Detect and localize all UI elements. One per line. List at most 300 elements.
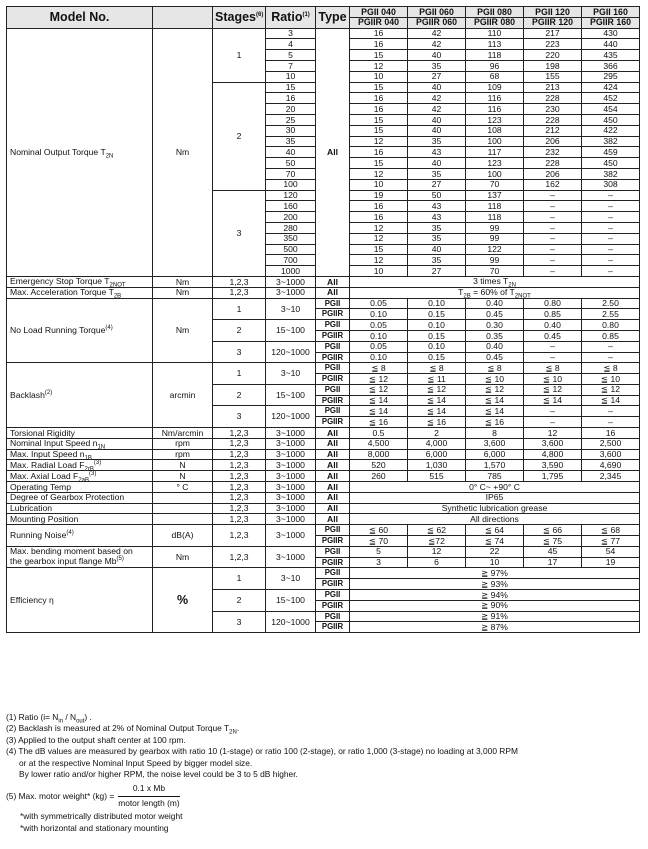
no-load-torque-value: – [582,341,640,352]
torque-value: 109 [466,82,524,93]
spec-row [7,449,640,460]
ratio-cell: 16 [266,93,316,104]
no-load-torque-value: 0.10 [408,341,466,352]
type-pgii: PGII [316,611,350,622]
torque-value: 228 [524,93,582,104]
header-ratio: Ratio$^{(1)}$ [266,7,316,29]
spec-value: 3,590 [524,460,582,471]
torque-value: 10 [350,71,408,82]
header-model-pgiir: PGIIR 160 [582,17,640,28]
type-pgii: PGII [316,341,350,352]
ratio-cell: 10 [266,71,316,82]
torque-value: – [582,255,640,266]
header-type: Type [316,7,350,29]
unit-cell: N [153,471,213,482]
spec-value: Synthetic lubrication grease [350,503,640,514]
torque-value: – [582,222,640,233]
torque-value: 12 [350,168,408,179]
spec-value: 1,795 [524,471,582,482]
note-5-formula [6,783,642,809]
ratio-cell: 50 [266,158,316,169]
no-load-torque-value: 0.15 [408,352,466,363]
torque-value: 123 [466,158,524,169]
stage-cell: 2 [213,82,266,190]
torque-value: 16 [350,104,408,115]
bending-moment-value: 22 [466,546,524,557]
ratio-cell: 3~1000 [266,492,316,503]
torque-value: 459 [582,147,640,158]
torque-value: 99 [466,233,524,244]
backlash-value: – [524,406,582,417]
running-noise-value: ≦ 60 [350,525,408,536]
ratio-cell: 3~1000 [266,276,316,287]
no-load-torque-value: 0.40 [524,320,582,331]
bending-moment-value: 5 [350,546,408,557]
spec-value: 1,030 [408,460,466,471]
spec-row [7,482,640,493]
spec-value: 4,000 [408,438,466,449]
unit-cell [153,492,213,503]
stage-cell: 1,2,3 [213,449,266,460]
torque-value: – [524,222,582,233]
no-load-torque-value: 0.45 [524,330,582,341]
bending-moment-row [7,546,640,557]
backlash-value: ≦ 10 [466,374,524,385]
spacer-cell [153,7,213,29]
unit-nm: Nm [153,287,213,298]
type-pgiir: PGIIR [316,374,350,385]
stage-cell: 2 [213,590,266,612]
spec-value: 6,000 [466,449,524,460]
torque-value: 35 [408,168,466,179]
backlash-value: ≦ 8 [350,363,408,374]
footnotes [6,712,642,834]
header-model-pgii: PGII 120 [524,7,582,18]
ratio-cell: 3~1000 [266,438,316,449]
torque-value: 435 [582,50,640,61]
bending-moment-value: 17 [524,557,582,568]
backlash-value: ≦ 10 [582,374,640,385]
spec-row [7,492,640,503]
spec-value: 785 [466,471,524,482]
torque-value: 230 [524,104,582,115]
torque-value: 110 [466,28,524,39]
emergency-stop-value: 3 times $T_{2N}$ [350,276,640,287]
spec-value: 3,600 [582,449,640,460]
ratio-cell: 70 [266,168,316,179]
header-model-pgii: PGII 080 [466,7,524,18]
torque-value: 113 [466,39,524,50]
stage-cell: 1 [213,363,266,385]
torque-value: 35 [408,222,466,233]
spec-value: 12 [524,428,582,439]
spec-label: Degree of Gearbox Protection [7,492,153,503]
ratio-cell: 3~1000 [266,471,316,482]
no-load-torque-value: 0.40 [466,341,524,352]
spec-value: 515 [408,471,466,482]
backlash-value: – [524,417,582,428]
ratio-cell: 3~1000 [266,482,316,493]
torque-value: 430 [582,28,640,39]
type-pgiir: PGIIR [316,600,350,611]
torque-value: 15 [350,244,408,255]
backlash-value: ≦ 16 [466,417,524,428]
torque-value: 382 [582,136,640,147]
efficiency-value: ≧ 97% [350,568,640,579]
ratio-cell: 3~1000 [266,460,316,471]
spec-label: Max. Radial Load $F_{2rB}^{(3)}$ [7,460,153,471]
torque-value: 217 [524,28,582,39]
backlash-value: ≦ 12 [524,384,582,395]
efficiency-value: ≧ 94% [350,590,640,601]
spec-value: 0° C~ +90° C [350,482,640,493]
torque-value: – [582,212,640,223]
type-all: All [316,514,350,525]
spec-value: 16 [582,428,640,439]
ratio-cell: 3~1000 [266,428,316,439]
emergency-stop-row [7,276,640,287]
torque-value: 232 [524,147,582,158]
ratio-cell: 7 [266,60,316,71]
ratio-cell: 3~1000 [266,546,316,568]
note-2: (2) Backlash is measured at 2% of Nominal Output Torque $T_{2N}$. [6,723,240,737]
type-pgii: PGII [316,298,350,309]
torque-value: 100 [466,168,524,179]
spec-value: 3,600 [466,438,524,449]
torque-value: – [524,201,582,212]
torque-value: – [582,244,640,255]
no-load-torque-value: 0.10 [408,298,466,309]
ratio-cell: 15 [266,82,316,93]
torque-value: 118 [466,50,524,61]
unit-cell: Nm/arcmin [153,428,213,439]
backlash-value: ≦ 8 [582,363,640,374]
stage-cell: 3 [213,611,266,633]
type-all: All [316,428,350,439]
backlash-row [7,363,640,374]
spec-value: All directions [350,514,640,525]
fraction-denominator: motor length (m) [118,797,180,808]
type-all: All [316,438,350,449]
torque-value: 35 [408,255,466,266]
stage-cell: 3 [213,341,266,363]
bending-moment-value: 45 [524,546,582,557]
backlash-value: ≦ 11 [408,374,466,385]
ratio-cell: 1000 [266,266,316,277]
no-load-torque-value: 0.10 [350,309,408,320]
label-emergency-stop-torque: Emergency Stop Torque $T_{2NOT}$ [7,276,153,287]
torque-value: 118 [466,212,524,223]
torque-value: 228 [524,158,582,169]
spec-label: Nominal Input Speed $n_{1N}$ [7,438,153,449]
backlash-value: ≦ 12 [466,384,524,395]
torque-value: 116 [466,93,524,104]
bending-moment-value: 54 [582,546,640,557]
torque-value: – [582,190,640,201]
torque-value: 35 [408,233,466,244]
spec-value: 2,345 [582,471,640,482]
header-model-pgiir: PGIIR 080 [466,17,524,28]
type-pgii: PGII [316,384,350,395]
no-load-torque-value: 0.30 [466,320,524,331]
type-all: All [316,482,350,493]
stage-cell: 1 [213,28,266,82]
running-noise-value: ≦ 66 [524,525,582,536]
type-pgii: PGII [316,546,350,557]
stage-cell: 1,2,3 [213,471,266,482]
ratio-cell: 20 [266,104,316,115]
ratio-cell: 3~1000 [266,449,316,460]
spec-value: 3,600 [524,438,582,449]
type-all: All [316,460,350,471]
gearbox-spec-table [6,6,640,633]
spec-value: 0.5 [350,428,408,439]
spec-value: 260 [350,471,408,482]
torque-value: 35 [408,136,466,147]
running-noise-row [7,525,640,536]
bending-moment-value: 10 [466,557,524,568]
label-no-load-running-torque: No Load Running Torque$^{(4)}$ [7,298,153,363]
ratio-cell: 40 [266,147,316,158]
running-noise-value: ≦ 75 [524,536,582,547]
note-5-condition-1: *with symmetrically distributed motor weight [20,811,183,822]
unit-cell: dB(A) [153,525,213,547]
no-load-torque-value: 0.45 [466,352,524,363]
no-load-torque-value: 0.80 [582,320,640,331]
label-backlash: Backlash$^{(2)}$ [7,363,153,428]
ratio-cell: 3~1000 [266,287,316,298]
label-max-acceleration-torque: Max. Acceleration Torque $T_{2B}$ [7,287,153,298]
torque-value: 99 [466,222,524,233]
torque-value: 16 [350,212,408,223]
spec-label: Max. Axial Load $F_{2aB}^{(3)}$ [7,471,153,482]
torque-value: 15 [350,82,408,93]
torque-value: 155 [524,71,582,82]
torque-value: – [524,190,582,201]
type-pgiir: PGIIR [316,536,350,547]
header-model-pgii: PGII 060 [408,7,466,18]
spec-label: Lubrication [7,503,153,514]
spec-row [7,460,640,471]
spec-label: Max. Input Speed $n_{1B}$ [7,449,153,460]
torque-value: 228 [524,114,582,125]
backlash-value: ≦ 14 [408,395,466,406]
torque-value: 40 [408,50,466,61]
type-all: All [316,449,350,460]
no-load-torque-row [7,298,640,309]
ratio-cell: 5 [266,50,316,61]
no-load-torque-value: 0.45 [466,309,524,320]
spec-label: Torsional Rigidity [7,428,153,439]
torque-value: – [524,233,582,244]
torque-value: 295 [582,71,640,82]
spec-value: 2 [408,428,466,439]
backlash-value: ≦ 12 [408,384,466,395]
torque-value: 19 [350,190,408,201]
torque-value: 12 [350,136,408,147]
ratio-cell: 160 [266,201,316,212]
unit-cell: rpm [153,438,213,449]
header-model-pgii: PGII 160 [582,7,640,18]
note-1: (1) Ratio $(i= N_{in} / N_{out})$ . [6,712,92,725]
backlash-value: ≦ 10 [524,374,582,385]
torque-value: 382 [582,168,640,179]
torque-value: 308 [582,179,640,190]
type-all: All [316,287,350,298]
unit-cell: ° C [153,482,213,493]
unit-nm: Nm [153,276,213,287]
ratio-cell: 200 [266,212,316,223]
type-pgiir: PGIIR [316,622,350,633]
ratio-cell: 120 [266,190,316,201]
ratio-cell: 15~100 [266,590,316,612]
torque-value: 212 [524,125,582,136]
torque-value: 452 [582,93,640,104]
ratio-cell: 280 [266,222,316,233]
torque-value: 366 [582,60,640,71]
no-load-torque-value: 0.80 [524,298,582,309]
bending-moment-value: 19 [582,557,640,568]
no-load-torque-value: 0.35 [466,330,524,341]
torque-value: 108 [466,125,524,136]
torque-value: 40 [408,158,466,169]
running-noise-value: ≦ 70 [350,536,408,547]
backlash-value: ≦ 14 [408,406,466,417]
ratio-cell: 120~1000 [266,611,316,633]
torque-value: 10 [350,266,408,277]
no-load-torque-value: 0.15 [408,330,466,341]
stage-cell: 1,2,3 [213,438,266,449]
unit-cell: arcmin [153,363,213,428]
torque-value: 12 [350,255,408,266]
type-all: All [316,276,350,287]
torque-value: 42 [408,39,466,50]
no-load-torque-value: 0.05 [350,298,408,309]
no-load-torque-value: 0.05 [350,320,408,331]
backlash-value: ≦ 14 [524,395,582,406]
efficiency-row [7,568,640,579]
backlash-value: ≦ 14 [350,395,408,406]
type-pgiir: PGIIR [316,395,350,406]
no-load-torque-value: 0.40 [466,298,524,309]
torque-value: 40 [408,114,466,125]
spec-value: 4,800 [524,449,582,460]
type-pgii: PGII [316,406,350,417]
running-noise-value: ≦ 68 [582,525,640,536]
torque-value: 40 [408,125,466,136]
type-all: All [316,28,350,276]
unit-nm: Nm [153,28,213,276]
header-stages: Stages$^{(6)}$ [213,7,266,29]
type-pgii: PGII [316,363,350,374]
torque-value: 27 [408,266,466,277]
unit-cell: rpm [153,449,213,460]
ratio-cell: 3~1000 [266,514,316,525]
backlash-value: – [582,417,640,428]
torque-value: 122 [466,244,524,255]
max-acceleration-value: $T_{2B} = 60\%$ of $T_{2NOT}$ [350,287,640,298]
stage-cell: 1,2,3 [213,276,266,287]
spec-row [7,503,640,514]
backlash-value: ≦ 16 [350,417,408,428]
running-noise-value: ≦ 64 [466,525,524,536]
backlash-value: – [582,406,640,417]
torque-value: 10 [350,179,408,190]
efficiency-value: ≧ 93% [350,579,640,590]
no-load-torque-value: – [582,352,640,363]
no-load-torque-value: 0.05 [350,341,408,352]
torque-value: 206 [524,136,582,147]
stage-cell: 2 [213,384,266,406]
no-load-torque-value: 2.50 [582,298,640,309]
note-4: (4) The dB values are measured by gearbox with ratio 10 (1-stage) or ratio 100 (2-stage), or ratio 1,000 (3-stage) no loading at 3,000 RPM [6,746,518,757]
ratio-cell: 25 [266,114,316,125]
motor-weight-fraction [118,783,179,809]
spec-value: 2,500 [582,438,640,449]
label-nominal-output-torque: Nominal Output Torque $T_{2N}$ [7,28,153,276]
stage-cell: 1,2,3 [213,287,266,298]
torque-value: 42 [408,104,466,115]
torque-value: – [524,255,582,266]
torque-value: 40 [408,82,466,93]
no-load-torque-value: 0.15 [408,309,466,320]
header-row-1 [7,7,640,18]
torque-value: 424 [582,82,640,93]
torque-value: 440 [582,39,640,50]
type-pgii: PGII [316,568,350,579]
ratio-cell: 120~1000 [266,341,316,363]
backlash-value: ≦ 16 [408,417,466,428]
torque-value: 450 [582,158,640,169]
spec-row [7,428,640,439]
torque-value: 96 [466,60,524,71]
torque-value: 16 [350,147,408,158]
ratio-cell: 3~10 [266,298,316,320]
ratio-cell: 100 [266,179,316,190]
torque-value: 198 [524,60,582,71]
torque-row [7,28,640,39]
spec-value: IP65 [350,492,640,503]
stage-cell: 3 [213,406,266,428]
ratio-cell: 3~1000 [266,503,316,514]
ratio-cell: 4 [266,39,316,50]
spec-row [7,514,640,525]
torque-value: 12 [350,222,408,233]
torque-value: 16 [350,93,408,104]
torque-value: 206 [524,168,582,179]
torque-value: 16 [350,28,408,39]
stage-cell: 1,2,3 [213,525,266,547]
spec-value: 1,570 [466,460,524,471]
ratio-cell: 120~1000 [266,406,316,428]
torque-value: – [524,266,582,277]
backlash-value: ≦ 14 [466,406,524,417]
torque-value: 50 [408,190,466,201]
running-noise-value: ≦72 [408,536,466,547]
torque-value: 27 [408,71,466,82]
spec-row [7,471,640,482]
bending-moment-value: 3 [350,557,408,568]
spec-row [7,438,640,449]
label-bending-moment: Max. bending moment based on the gearbox input flange Mb$^{(5)}$ [7,546,153,568]
running-noise-value: ≦ 77 [582,536,640,547]
torque-value: 100 [466,136,524,147]
type-pgii: PGII [316,320,350,331]
type-pgiir: PGIIR [316,352,350,363]
header-model-pgiir: PGIIR 120 [524,17,582,28]
note-3: (3) Applied to the output shaft center at 100 rpm. [6,734,186,745]
ratio-cell: 3~10 [266,568,316,590]
